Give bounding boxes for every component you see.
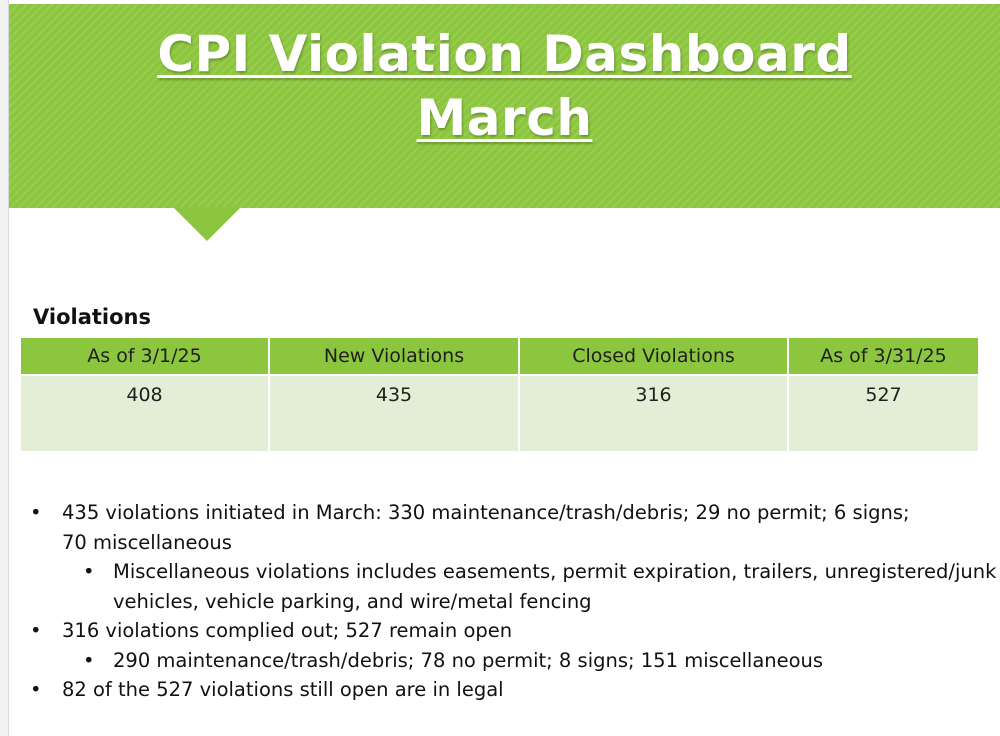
bullet-text-line: • 435 violations initiated in March: 330 maintenance/trash/debris; 29 no permit; 6 signs;: [62, 501, 910, 524]
bullet-text-line: • 316 violations complied out; 527 remain open: [62, 619, 513, 642]
sub-bullet-item: [30, 646, 1000, 676]
bullet-item: [30, 616, 1000, 646]
table-cell-end: 527: [789, 374, 978, 451]
bullet-item: [30, 675, 1000, 705]
bullet-item: [30, 498, 1000, 557]
table-header-end: As of 3/31/25: [789, 338, 978, 374]
slide-title-line2: March: [416, 89, 593, 147]
bullet-list: [30, 498, 1000, 705]
section-label: Violations: [33, 305, 151, 329]
slide-title-line1: CPI Violation Dashboard: [157, 25, 852, 83]
slide-frame-edge: [0, 0, 9, 736]
table-header-start: As of 3/1/25: [21, 338, 270, 374]
slide-title: [9, 22, 1000, 150]
table-cell-new: 435: [270, 374, 520, 451]
table-cell-closed: 316: [520, 374, 789, 451]
bullet-text-line: • 290 maintenance/trash/debris; 78 no permit; 8 signs; 151 miscellaneous: [113, 648, 824, 672]
violations-table: [21, 338, 978, 451]
header-banner-notch: [173, 207, 241, 241]
sub-bullet-item: [30, 557, 1000, 616]
bullet-text-line: vehicles, vehicle parking, and wire/metal fencing: [113, 589, 592, 613]
bullet-text-line: • 82 of the 527 violations still open are in legal: [62, 678, 504, 701]
bullet-text-line: 70 miscellaneous: [62, 530, 232, 554]
table-header-row: [21, 338, 978, 374]
table-header-closed: Closed Violations: [520, 338, 789, 374]
table-row: [21, 374, 978, 451]
table-cell-start: 408: [21, 374, 270, 451]
table-header-new: New Violations: [270, 338, 520, 374]
bullet-text-line: • Miscellaneous violations includes easements, permit expiration, trailers, unregistered/junk: [113, 560, 997, 583]
